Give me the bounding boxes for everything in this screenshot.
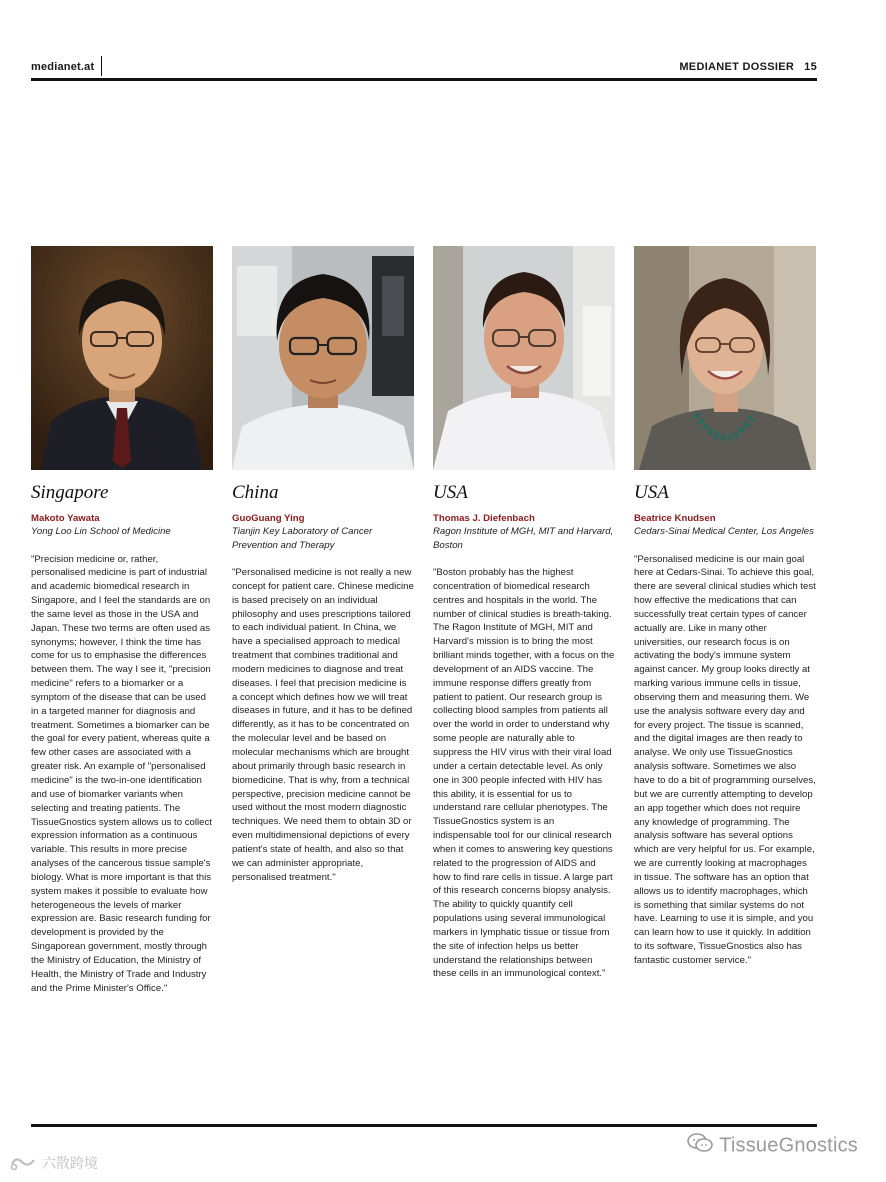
country-label: USA (634, 482, 669, 503)
wechat-icon (687, 1133, 713, 1159)
institution: Tianjin Key Laboratory of Cancer Prevention and Therapy (232, 526, 373, 551)
quote-text: "Boston probably has the highest concentration of biomedical research centres and hospitals in the world. The number of clinical studies is breath-taking. The Ragon Institute of MGH, MIT and Harvard's mission is to bring the most brilliant minds together, with a focus on the development of an AIDS vaccine. The immune response differs greatly from patient to patient. Our research group is collecting blood samples from patients all over the world in order to understand why some people are naturally able to suppress the HIV virus with their viral load under a certain detectable level. As only one in 300 people infected with HIV has this ability, it is essential for us to understand rare cellular phenotypes. The TissueGnostics system is an indispensable tool for our clinical research when it comes to answering key questions related to the progression of AIDS and how to find rare cells in tissue. A large part of this research concerns biopsy analysis. The ability to quickly quantify cell populations using several immunological markers in lymphatic tissue or tissue from the site of infection helps us better understand the relationships between these cells in an immunological context." (433, 567, 615, 980)
page-number: 15 (804, 61, 817, 73)
country-label: Singapore (31, 482, 109, 503)
watermark (8, 1153, 98, 1175)
country-label: USA (433, 482, 468, 503)
person-name: Makoto Yawata (31, 513, 100, 524)
portrait-photo-3 (433, 246, 615, 470)
person-name: Thomas J. Diefenbach (433, 513, 535, 524)
page-header (31, 58, 817, 80)
profile-column-1 (31, 246, 213, 996)
quote-text: "Personalised medicine is not really a new concept for patient care. Chinese medicine is based precisely on an individual philosophy and uses prescriptions tailored to each individual patient. In China, we have a specialised approach to medical treatment that combines traditional and modern medicines to diagnose and treat diseases. I feel that precision medicine is a concept which defines how we will treat diseases in future, and it has to be defined differently, as it has to be concentrated on the molecular level and be based on molecular mechanisms which are brought about primarily through basic research in biomedicine. That is why, from a technical perspective, precision medicine cannot be used without the most modern diagnostic techniques. We need them to obtain 3D or even multidimensional depictions of every patient's state of health, and also so that we can administer appropriate, personalised treatment." (232, 567, 414, 883)
profile-column-4 (634, 246, 816, 968)
profile-column-2 (232, 246, 414, 884)
institution: Yong Loo Lin School of Medicine (31, 526, 171, 537)
watermark-text: 六散跨境 (42, 1155, 98, 1171)
portrait-photo-1 (31, 246, 213, 470)
quote-text: "Precision medicine or, rather, personalised medicine is part of industrial and academic biomedical research in Singapore, and I feel the standards are on the same level as those in the USA and Japan. These two terms are often used as synonyms; however, I think the time has come for us to emphasise the differences between them. The way I see it, "precision medicine" refers to a biomarker or a symptom of the disease that can be used in a targeted manner for diagnosis and treatment. Sometimes a biomarker can be the goal for every patient, whereas quite a few other cases are associated with a greater risk. An example of "personalised medicine" is the two-in-one identification and use of biomarker variants when selecting and treating patients. The TissueGnostics system allows us to collect expression information as a continuous variable. This results in more precise analyses of the cancerous tissue sample's biology. What is more important is that this system makes it possible to evaluate how heterogeneous the levels of marker expression are. Basic research funding for development is provided by the Singaporean government, mostly through the Ministry of Education, the Ministry of Health, the Ministry of Trade and Industry and the Prime Minister's Office." (31, 553, 212, 994)
portrait-photo-2 (232, 246, 414, 470)
institution: Ragon Institute of MGH, MIT and Harvard, Boston (433, 526, 614, 551)
header-divider (101, 56, 102, 76)
institution: Cedars-Sinai Medical Center, Los Angeles (634, 526, 814, 537)
person-name: Beatrice Knudsen (634, 513, 716, 524)
watermark-logo-icon (8, 1154, 38, 1175)
footer-rule (31, 1124, 817, 1127)
footer-brand (687, 1133, 858, 1159)
brand-name: TissueGnostics (719, 1134, 858, 1157)
site-name: medianet.at (31, 61, 95, 73)
section-label (679, 61, 817, 73)
portrait-photo-4 (634, 246, 816, 470)
section-title: MEDIANET DOSSIER (679, 61, 795, 73)
profile-column-3 (433, 246, 615, 981)
quote-text: "Personalised medicine is our main goal here at Cedars-Sinai. To achieve this goal, there are several clinical studies which test how effective the medications that can successfully treat certain types of cancer actually are. Like in many other universities, our research focus is on activating the body's immune system against cancer. My group looks directly at marking various immune cells in tissue, observing them and measuring them. We use the analysis software every day and for every project. The tissue is scanned, and the digital images are then ready to analyse. We only use TissueGnostics analysis software. Sometimes we also have to do a bit of programming ourselves, but we are currently attempting to develop an app together which does not require any knowledge of programming. The analysis software has several options which are very helpful for us. For example, we are currently looking at macrophages in tissue. The software has an option that allows us to identify macrophages, which is something that similar systems do not have. Learning to use it is simple, and you can learn how to use it quickly. In addition to its software, TissueGnostics also has fantastic customer service." (634, 553, 816, 966)
country-label: China (232, 482, 279, 503)
header-rule (31, 78, 817, 81)
person-name: GuoGuang Ying (232, 513, 305, 524)
